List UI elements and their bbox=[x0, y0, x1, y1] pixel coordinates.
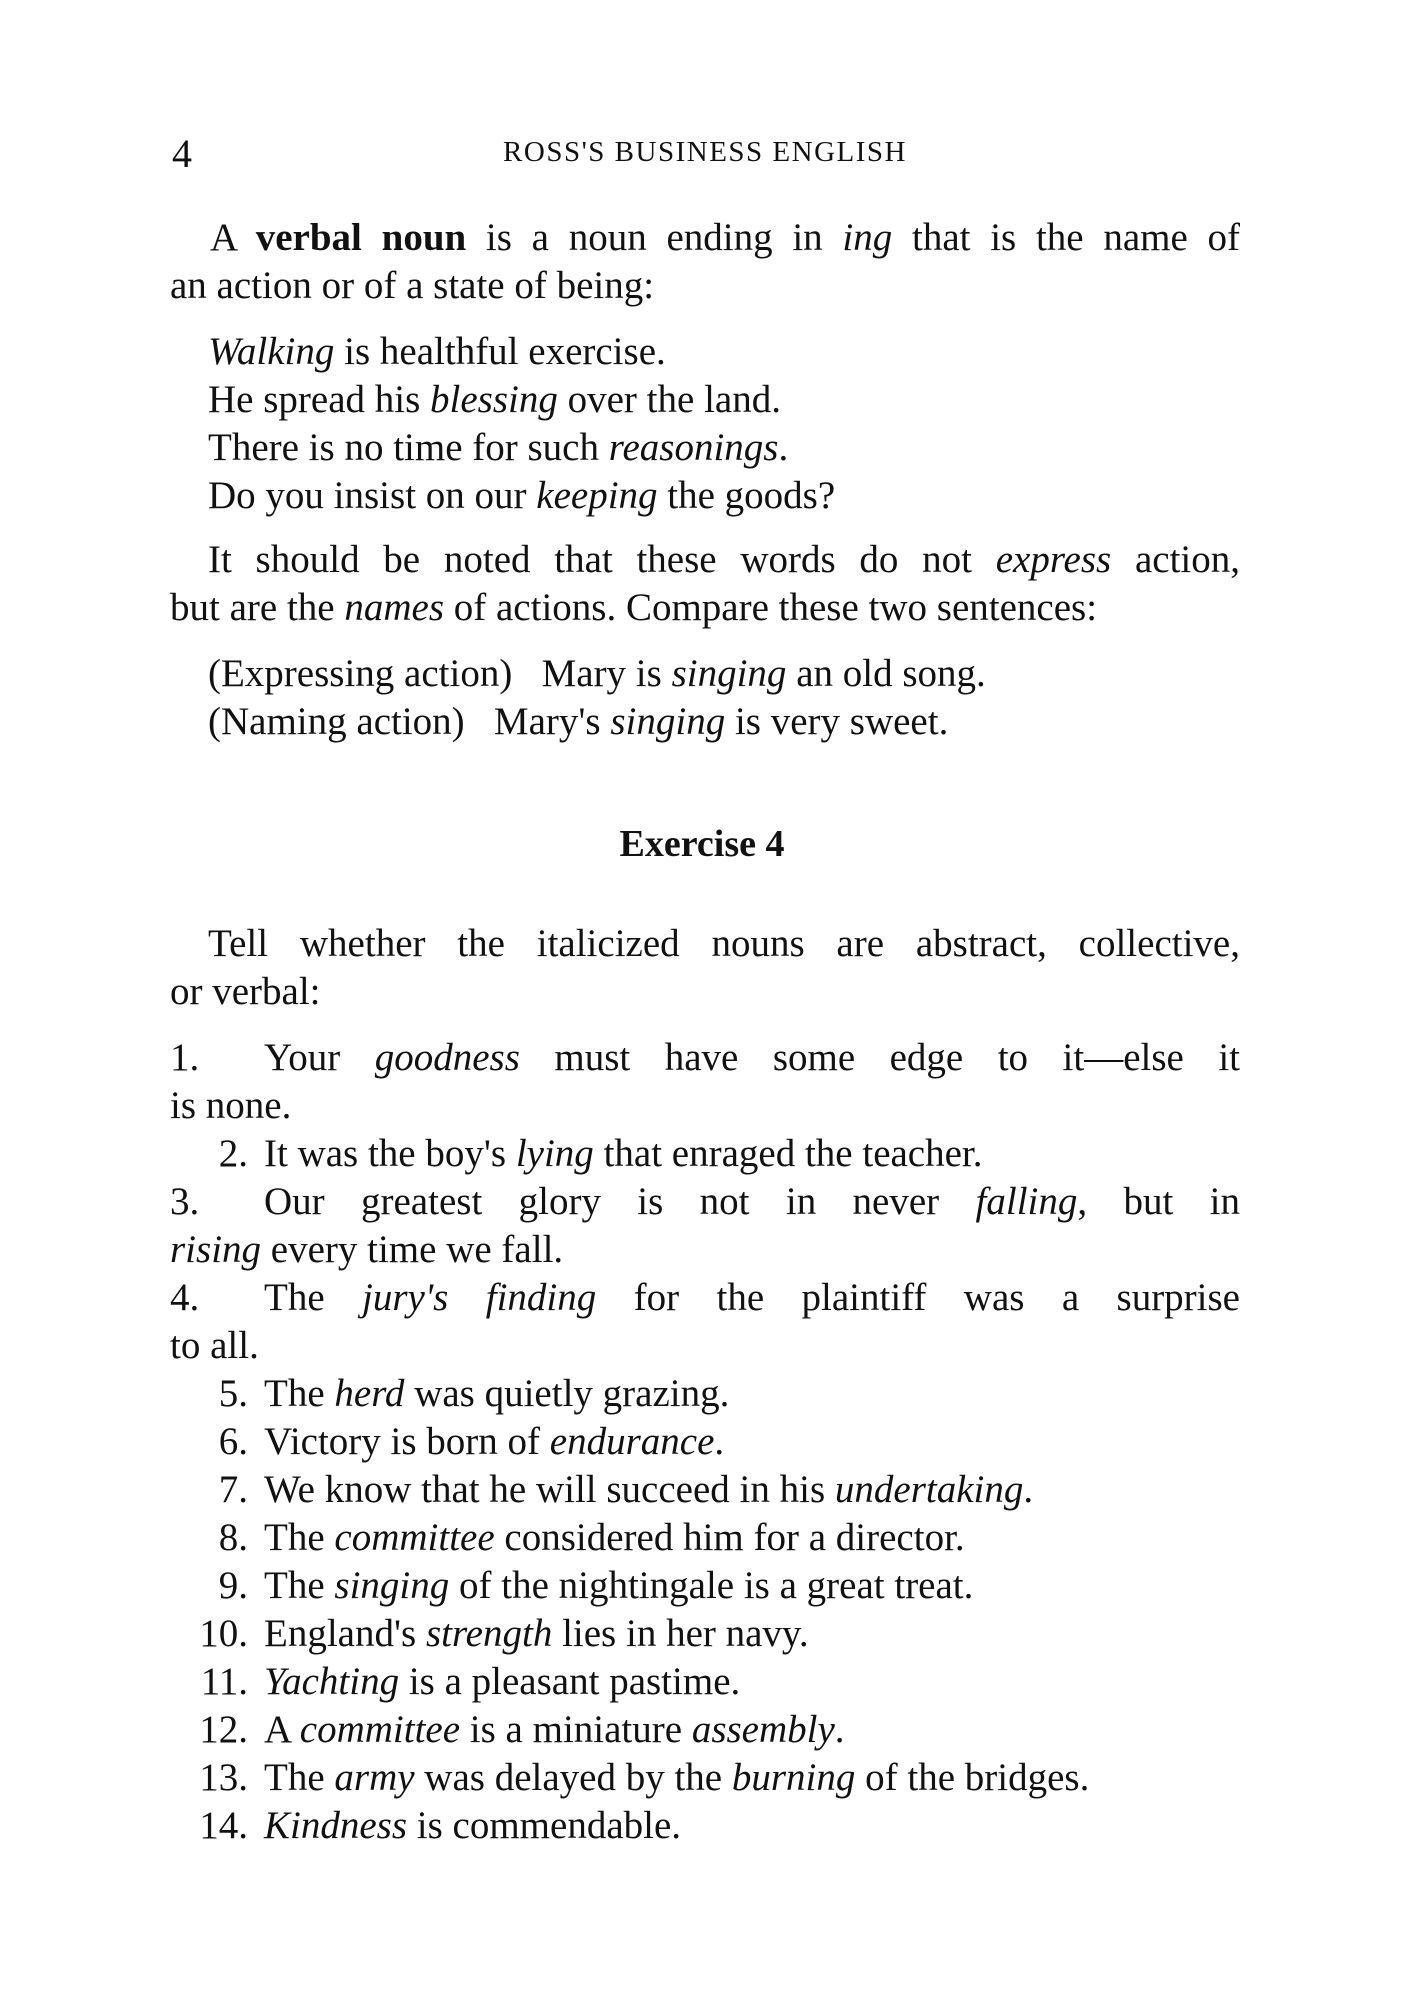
example-line: There is no time for such reasonings. bbox=[208, 426, 789, 469]
item-number: 2. bbox=[218, 1132, 248, 1175]
item-number: 14. bbox=[199, 1804, 248, 1847]
exercise-item: 5. The herd was quietly grazing. bbox=[170, 1370, 1240, 1418]
exercise-item: 1. Your goodness must have some edge to it—else it bbox=[170, 1034, 1240, 1082]
comparison-label: (Expressing action) bbox=[208, 652, 513, 695]
definition-line-2: an action or of a state of being: bbox=[170, 264, 655, 307]
item-number: 11. bbox=[200, 1660, 248, 1703]
exercise-item: 6. Victory is born of endurance. bbox=[170, 1418, 1240, 1466]
exercise-item: 14. Kindness is commendable. bbox=[170, 1802, 1240, 1850]
exercise-item-continuation: rising every time we fall. bbox=[170, 1228, 564, 1271]
exercise-item: 4. The jury's finding for the plaintiff was a surprise bbox=[170, 1274, 1240, 1322]
exercise-item-continuation: is none. bbox=[170, 1084, 292, 1127]
exercise-item: 3. Our greatest glory is not in never falling, but in bbox=[170, 1178, 1240, 1226]
exercise-item: 13. The army was delayed by the burning of the bridges. bbox=[170, 1754, 1240, 1802]
item-number: 8. bbox=[218, 1516, 248, 1559]
page-number: 4 bbox=[172, 131, 192, 176]
exercise-item-continuation: to all. bbox=[170, 1324, 259, 1367]
exercise-item: 2. It was the boy's lying that enraged the teacher. bbox=[170, 1130, 1240, 1178]
exercise-item: 9. The singing of the nightingale is a great treat. bbox=[170, 1562, 1240, 1610]
item-number: 5. bbox=[218, 1372, 248, 1415]
item-number: 6. bbox=[218, 1420, 248, 1463]
comparison-line: (Expressing action) Mary is singing an old song. bbox=[208, 652, 986, 695]
item-number: 1. bbox=[170, 1036, 200, 1079]
comparison-label: (Naming action) bbox=[208, 700, 465, 743]
item-number: 9. bbox=[218, 1564, 248, 1607]
definition-line-1: A verbal noun is a noun ending in ing that is the name of bbox=[210, 216, 1240, 259]
page-header bbox=[170, 130, 1240, 180]
running-head: ROSS'S BUSINESS ENGLISH bbox=[503, 136, 907, 168]
item-number: 7. bbox=[218, 1468, 248, 1511]
example-line: Walking is healthful exercise. bbox=[208, 330, 666, 373]
note-line-1: It should be noted that these words do not express action, bbox=[208, 538, 1240, 581]
exercise-item: 7. We know that he will succeed in his undertaking. bbox=[170, 1466, 1240, 1514]
exercise-item: 10. England's strength lies in her navy. bbox=[170, 1610, 1240, 1658]
defined-term: verbal noun bbox=[255, 216, 467, 259]
note-line-2: but are the names of actions. Compare these two sentences: bbox=[170, 586, 1098, 629]
exercise-item: 8. The committee considered him for a director. bbox=[170, 1514, 1240, 1562]
item-number: 12. bbox=[199, 1708, 248, 1751]
item-number: 10. bbox=[199, 1612, 248, 1655]
example-line: He spread his blessing over the land. bbox=[208, 378, 781, 421]
exercise-instruction-line-1: Tell whether the italicized nouns are abstract, collective, bbox=[208, 922, 1240, 965]
exercise-heading: Exercise 4 bbox=[619, 823, 785, 865]
item-number: 4. bbox=[170, 1276, 200, 1319]
item-number: 13. bbox=[199, 1756, 248, 1799]
example-line: Do you insist on our keeping the goods? bbox=[208, 474, 836, 517]
item-number: 3. bbox=[170, 1180, 200, 1223]
exercise-item: 12. A committee is a miniature assembly. bbox=[170, 1706, 1240, 1754]
exercise-instruction-line-2: or verbal: bbox=[170, 970, 321, 1013]
exercise-item: 11. Yachting is a pleasant pastime. bbox=[170, 1658, 1240, 1706]
comparison-line: (Naming action) Mary's singing is very sweet. bbox=[208, 700, 949, 743]
